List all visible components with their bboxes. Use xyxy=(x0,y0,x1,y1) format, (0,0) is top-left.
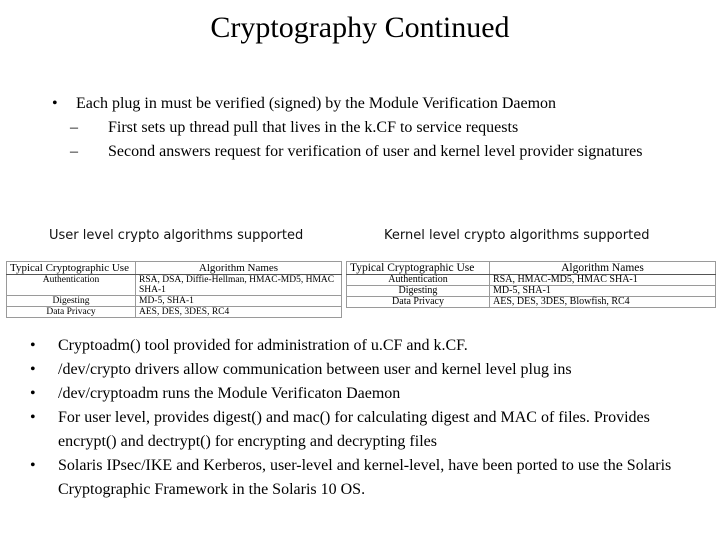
list-item-text: Solaris IPsec/IKE and Kerberos, user-level and kernel-level, have been ported to use the Solaris Cryptographic Framework in the Solaris 10 OS. xyxy=(58,457,672,498)
bullet-icon: • xyxy=(30,409,36,426)
sub-bullet-text: Second answers request for verification of user and kernel level provider signatures xyxy=(108,143,643,160)
user-algorithms-table xyxy=(6,261,342,318)
kernel-table-caption: Kernel level crypto algorithms supported xyxy=(384,228,650,243)
list-item-text: For user level, provides digest() and mac() for calculating digest and MAC of files. Provides encrypt() and dectrypt() for encrypting and decrypting files xyxy=(58,409,650,450)
sub-bullet-text: First sets up thread pull that lives in the k.CF to service requests xyxy=(108,119,519,136)
bullet-icon: • xyxy=(52,95,58,112)
column-header: Typical Cryptographic Use xyxy=(347,262,490,275)
bullet-icon: • xyxy=(30,361,36,378)
list-item-text: /dev/crypto drivers allow communication between user and kernel level plug ins xyxy=(58,361,572,378)
table-cell-names: AES, DES, 3DES, RC4 xyxy=(136,307,342,318)
top-bullet xyxy=(50,92,690,116)
column-header: Algorithm Names xyxy=(490,262,716,275)
user-table-caption: User level crypto algorithms supported xyxy=(49,228,304,243)
table-cell-use: Authentication xyxy=(347,275,490,286)
table-row xyxy=(7,296,342,307)
list-item-text: /dev/cryptoadm runs the Module Verificaton Daemon xyxy=(58,385,401,402)
bottom-bullet-list xyxy=(28,334,708,502)
table-row xyxy=(7,275,342,296)
top-bullet-list xyxy=(50,92,690,164)
list-item xyxy=(28,358,708,382)
table-cell-use: Data Privacy xyxy=(347,297,490,308)
list-item xyxy=(28,382,708,406)
column-header: Algorithm Names xyxy=(136,262,342,275)
sub-bullet xyxy=(50,140,690,164)
table-row xyxy=(347,286,716,297)
table-cell-use: Digesting xyxy=(7,296,136,307)
table-cell-use: Authentication xyxy=(7,275,136,296)
bullet-icon: • xyxy=(30,385,36,402)
list-item xyxy=(28,406,708,454)
table-row xyxy=(7,307,342,318)
list-item-text: Cryptoadm() tool provided for administration of u.CF and k.CF. xyxy=(58,337,468,354)
table-row xyxy=(347,297,716,308)
list-item xyxy=(28,454,708,502)
table-row xyxy=(347,275,716,286)
list-item xyxy=(28,334,708,358)
bullet-icon: • xyxy=(30,337,36,354)
top-bullet-text: Each plug in must be verified (signed) by the Module Verification Daemon xyxy=(76,95,557,112)
dash-icon: – xyxy=(70,143,78,160)
kernel-algorithms-table xyxy=(346,261,716,308)
table-cell-use: Digesting xyxy=(347,286,490,297)
column-header: Typical Cryptographic Use xyxy=(7,262,136,275)
table-cell-names: MD-5, SHA-1 xyxy=(490,286,716,297)
dash-icon: – xyxy=(70,119,78,136)
slide-title: Cryptography Continued xyxy=(210,11,510,44)
table-cell-names: MD-5, SHA-1 xyxy=(136,296,342,307)
table-header-row xyxy=(347,262,716,275)
table-cell-names: AES, DES, 3DES, Blowfish, RC4 xyxy=(490,297,716,308)
bullet-icon: • xyxy=(30,457,36,474)
table-cell-names: RSA, DSA, Diffie-Hellman, HMAC-MD5, HMAC SHA-1 xyxy=(136,275,342,296)
table-cell-use: Data Privacy xyxy=(7,307,136,318)
sub-bullet xyxy=(50,116,690,140)
table-header-row xyxy=(7,262,342,275)
table-cell-names: RSA, HMAC-MD5, HMAC SHA-1 xyxy=(490,275,716,286)
